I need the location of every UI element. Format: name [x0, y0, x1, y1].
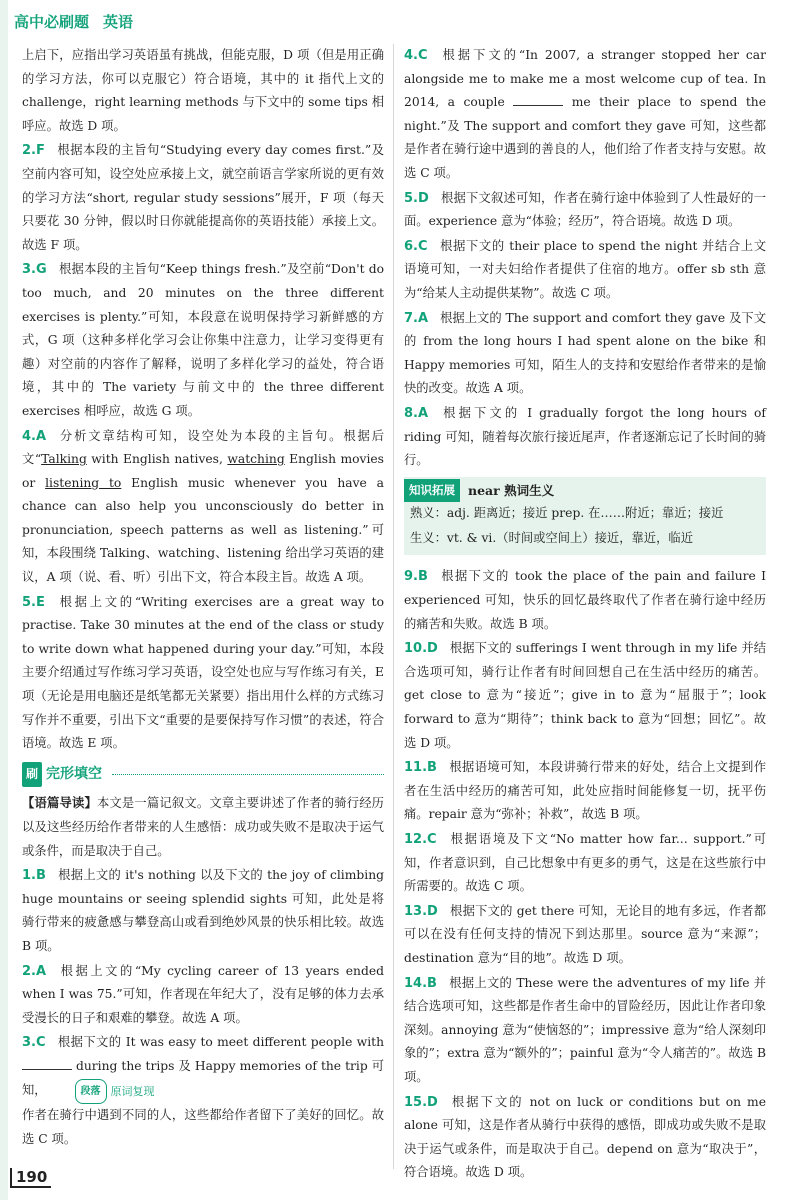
question-number: 11. — [404, 760, 428, 776]
explanation-text: English movies or — [22, 452, 384, 490]
answer-letter: A — [35, 963, 47, 979]
section-title: 完形填空 — [46, 765, 103, 782]
answer-item — [404, 972, 766, 1090]
explanation-text: English music whenever you have a chance can also help you unconsciously do better in pronunciation, speech patterns as well as listening.”可知，本段围绕 Talking、watching、listening 给出学习英语的建议，A 项（说、看、听）引出下文，符合本段主旨。故选 A 项。 — [22, 475, 384, 585]
answer-item — [22, 139, 384, 257]
page-header — [14, 6, 133, 36]
explanation-text: 根据下文的 I gradually forgot the long hours of riding 可知，随着每次旅行接近尾声，作者逐渐忘记了长时间的骑行。 — [404, 405, 766, 468]
explanation-text: 根据本段的主旨句“Studying every day comes first.”及空前内容可知，设空处应承接上文，就空前语言学家所说的更有效的学习方法“short, regular study sessions”展开，F 项（每天只要花 30 分钟，假以时日你就能提高你的英语技能）承接上文。故选 F 项。 — [22, 143, 384, 252]
note-tag: 段落 — [75, 1079, 107, 1105]
underlined-word: Talking — [41, 452, 87, 467]
answer-item — [22, 425, 384, 590]
answer-letter: D — [427, 903, 438, 919]
box-line: 生义：vt. & vi.（时间或空间上）接近，靠近，临近 — [410, 530, 693, 545]
column-divider — [393, 44, 394, 1169]
answer-item — [22, 258, 384, 423]
question-number: 2. — [22, 143, 36, 159]
answer-item — [404, 187, 766, 234]
explanation-text: 根据上文的“My cycling career of 13 years ended when I was 75.”可知，作者现在年纪大了，没有足够的体力去承受漫长的日子和艰难的攀登。故选 A 项。 — [22, 963, 384, 1025]
question-number: 5. — [404, 190, 418, 206]
question-number: 15. — [404, 1094, 428, 1110]
left-margin-strip — [0, 0, 8, 1200]
question-number: 6. — [404, 238, 418, 254]
explanation-text: 根据下文的“In 2007, a stranger stopped her car alongside me to make me a most welcome cup of tea. In 2014, a couple — [404, 48, 766, 110]
answer-item — [404, 900, 766, 971]
answer-letter: E — [35, 594, 45, 610]
question-number: 3. — [22, 262, 36, 278]
underlined-word: watching — [227, 452, 285, 467]
answer-item — [404, 307, 766, 401]
question-number: 7. — [404, 310, 418, 326]
book-title: 高中必刷题 — [14, 12, 90, 31]
blank-line — [513, 93, 563, 106]
explanation-text: 根据下文的 their place to spend the night 并结合上文语境可知，一对夫妇给作者提供了住宿的地方。offer sb sth 意为“给某人主动提供某物”。故选 C 项。 — [404, 238, 766, 300]
explanation-text: 根据下文的 It was easy to meet different people with — [57, 1035, 384, 1050]
explanation-text: 根据下文的 took the place of the pain and failure I experienced 可知，快乐的回忆最终取代了作者在骑行途中经历的痛苦和失败。故选 B 项。 — [404, 569, 766, 631]
question-number: 2. — [22, 963, 36, 979]
question-number: 3. — [22, 1035, 36, 1051]
explanation-text: 根据上文的 These were the adventures of my life 并结合选项可知，这些都是作者生命中的冒险经历，因此让作者印象深刻。annoying 意为“使恼怒的”；impressive 意为“给人深刻印象的”；extra 意为“额外的”；painful 意为“令人痛苦的”。故选 B 项。 — [404, 975, 766, 1084]
answer-item — [404, 1091, 766, 1185]
answer-item — [22, 864, 384, 958]
question-number: 13. — [404, 903, 428, 919]
answer-letter: C — [417, 238, 428, 254]
guide-text: 本文是一篇记叙文。文章主要讲述了作者的骑行经历以及这些经历给作者带来的人生感悟：成功或失败不是取决于运气或条件，而是取决于自己。 — [22, 796, 384, 858]
box-line: 熟义：adj. 距离近；接近 prep. 在……附近；靠近；接近 — [410, 506, 724, 521]
answer-letter: B — [427, 760, 437, 776]
answer-letter: C — [417, 48, 428, 63]
answer-letter: C — [35, 1035, 46, 1051]
explanation-text: 作者在骑行中遇到不同的人，这些都给作者留下了美好的回忆。故选 C 项。 — [22, 1108, 384, 1146]
question-number: 1. — [22, 868, 36, 884]
answer-letter: A — [35, 428, 47, 444]
box-tag: 知识拓展 — [404, 479, 460, 503]
answer-letter: G — [35, 262, 47, 278]
answer-item — [404, 565, 766, 636]
box-heading — [404, 479, 766, 503]
explanation-text: 根据语境及下文“No matter how far... support.”可知，作者意识到，自己比想象中有更多的勇气，这是在这些旅行中所需要的。故选 C 项。 — [404, 832, 766, 894]
section-heading — [22, 762, 384, 788]
question-number: 5. — [22, 594, 36, 610]
explanation-text: me their place to spend the night.”及 The support and comfort they gave 可知，这些都是作者在骑行途中遇到的善良的人，他们给了作者支持与安慰。故选 C 项。 — [404, 95, 766, 180]
answer-letter: D — [417, 190, 429, 206]
right-column — [404, 44, 766, 1186]
question-number: 12. — [404, 832, 428, 847]
answer-letter: B — [417, 569, 428, 585]
subject-title: 英语 — [103, 12, 134, 31]
answer-item — [404, 44, 766, 186]
answer-letter: D — [427, 1094, 438, 1110]
answer-letter: B — [35, 868, 46, 884]
question-number: 10. — [404, 641, 428, 657]
left-column — [22, 44, 384, 1152]
page-number: 190 — [10, 1168, 51, 1188]
section-rule — [112, 774, 384, 775]
explanation-text: 根据上文的 it's nothing 以及下文的 the joy of climbing huge mountains or seeing splendid sights 可知，此处是将骑行带来的疲惫感与攀登高山或看到绝妙风景的快乐相比较。故选 B 项。 — [22, 868, 384, 953]
note-text: 原词复现 — [110, 1084, 155, 1098]
question-number: 4. — [404, 48, 418, 63]
answer-item — [404, 828, 766, 899]
answer-letter: D — [427, 641, 438, 657]
underlined-word: listening to — [45, 475, 122, 490]
explanation-text: 根据语境可知，本段讲骑行带来的好处，结合上文提到作者在生活中经历的痛苦可知，此处应指时间能修复一切，抚平伤痛。repair 意为“弥补；补救”，故选 B 项。 — [404, 760, 766, 822]
answer-letter: A — [417, 405, 429, 421]
explanation-text: 根据下文叙述可知，作者在骑行途中体验到了人性最好的一面。experience 意为“体验；经历”，符合语境。故选 D 项。 — [404, 190, 766, 229]
answer-letter: B — [427, 975, 437, 991]
answer-letter: C — [427, 832, 437, 847]
explanation-text: 根据本段的主旨句“Keep things fresh.”及空前“Don't do too much, and 20 minutes on the three different exercises is plenty.”可知，本段意在说明保持学习新鲜感的方式，G 项（这种多样化学习会让你集中注意力，让学习变得更有趣）对空前的内容作了解释，说明了多样化学习的益处，符合语境，其中的 The variety 与前文中的 the three different exercises 相呼应，故选 G 项。 — [22, 262, 384, 418]
section-badge: 刷 — [22, 762, 42, 788]
explanation-text: 根据上文的“Writing exercises are a great way to practise. Take 30 minutes at the end of the class or study to write down what happened during your day.”可知，本段主要介绍通过写作练习学习英语，设空处也应与写作练习有关，E 项（无论是用电脑还是纸笔都无关紧要）指出用什么样的方式练习写作并不重要，引出下文“重要的是要保持写作习惯”的表述，符合语境。故选 E 项。 — [22, 594, 384, 751]
question-number: 8. — [404, 405, 418, 421]
answer-item — [404, 637, 766, 755]
box-title: near 熟词生义 — [468, 482, 555, 498]
blank-line — [22, 1057, 72, 1070]
answer-item — [22, 1031, 384, 1151]
answer-item — [404, 756, 766, 827]
answer-item — [404, 235, 766, 306]
explanation-text: with English natives, — [86, 452, 228, 467]
answer-item — [22, 960, 384, 1031]
explanation-text: 根据上文的 The support and comfort they gave 及下文的 from the long hours I had spent alone on the bike 和 Happy memories 可知，陌生人的支持和安慰给作者带来的是愉快的改变。故选 A 项。 — [404, 310, 766, 396]
answer-letter: A — [417, 310, 429, 326]
continued-paragraph: 上启下，应指出学习英语虽有挑战，但能克服，D 项（但是用正确的学习方法，你可以克服它）符合语境，其中的 it 指代上文的 challenge，right learning methods 与下文中的 some tips 相呼应。故选 D 项。 — [22, 48, 384, 133]
passage-guide — [22, 791, 384, 863]
guide-label: 【语篇导读】 — [22, 795, 97, 811]
explanation-text: 根据下文的 not on luck or conditions but on me alone 可知，这是作者从骑行中获得的感悟，即成功或失败不是取决于运气或条件，而是取决于自己。depend on 意为“取决于”，符合语境。故选 D 项。 — [404, 1094, 766, 1180]
answer-item — [404, 402, 766, 473]
question-number: 9. — [404, 569, 418, 585]
answer-letter: F — [35, 143, 45, 159]
explanation-text: during the trips 及 Happy memories of the trip 可知， — [22, 1058, 384, 1097]
explanation-text: 根据下文的 get there 可知，无论目的地有多远，作者都可以在没有任何支持的情况下到达那里。source 意为“来源”；destination 意为“目的地”。故选 D 项。 — [404, 903, 766, 965]
question-number: 14. — [404, 975, 428, 991]
explanation-text: 根据下文的 sufferings I went through in my life 并结合选项可知，骑行让作者有时间回想自己在生活中经历的痛苦。get close to 意为“接近”；give in to 意为“屈服于”；look forward to 意为“期待”；think back to 意为“回想；回忆”。故选 D 项。 — [404, 641, 766, 750]
answer-item — [22, 591, 384, 756]
question-number: 4. — [22, 428, 36, 444]
knowledge-extension-box — [404, 477, 766, 556]
explanation-text: 分析文章结构可知，设空处为本段的主旨句。根据后文“ — [22, 428, 384, 467]
margin-note — [75, 1079, 155, 1105]
